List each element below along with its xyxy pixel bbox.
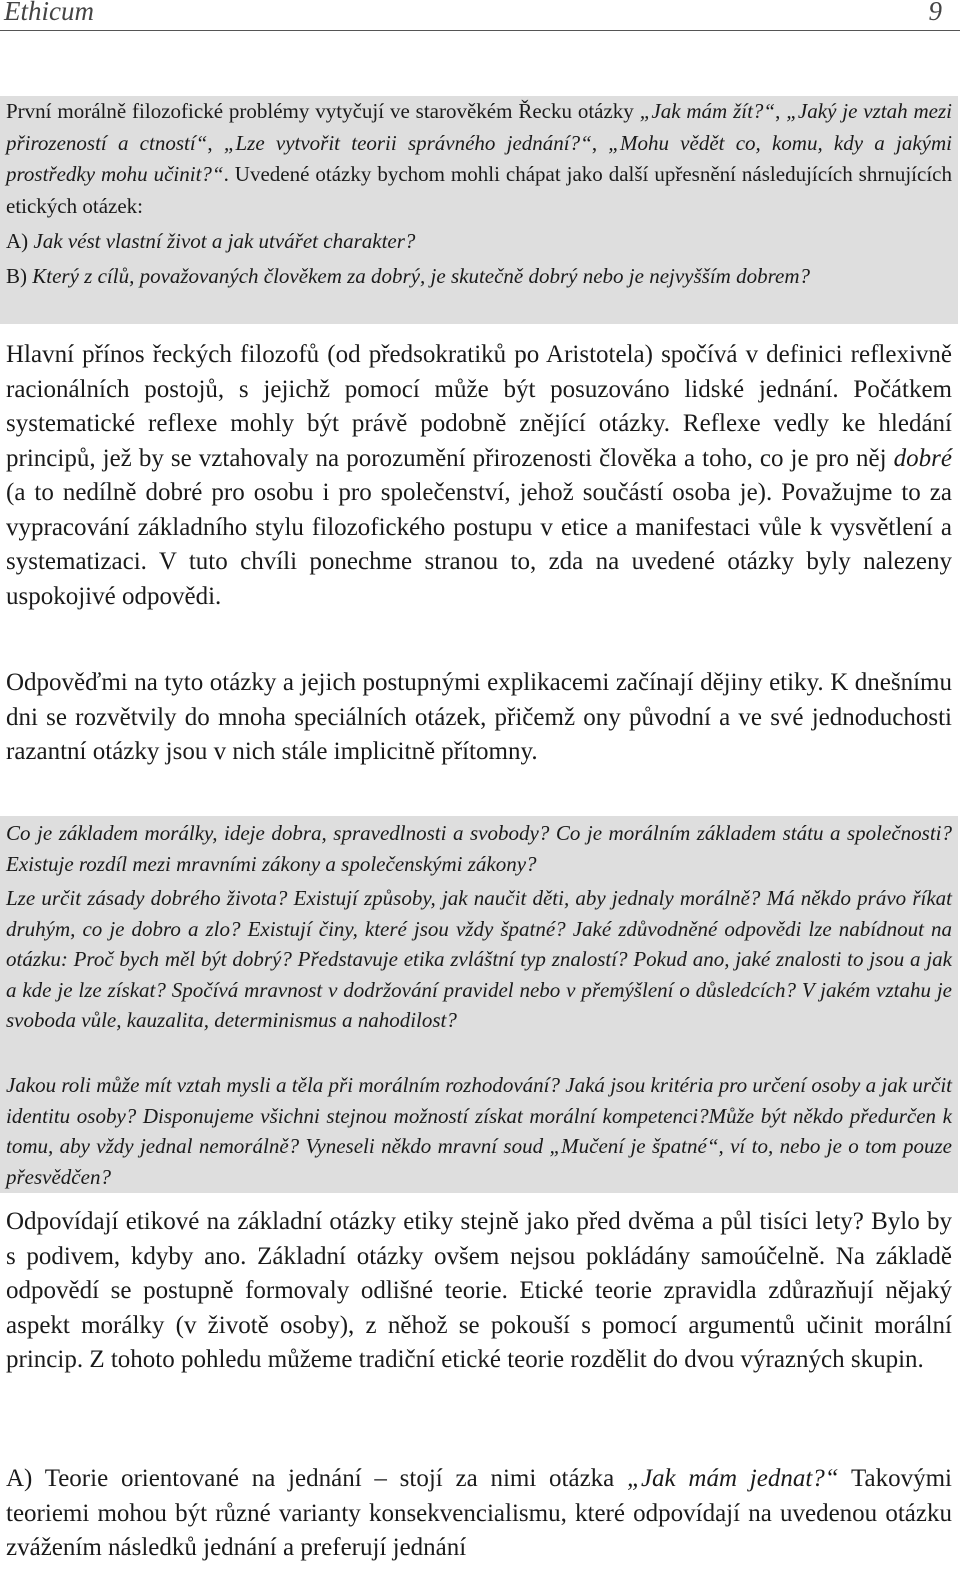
paragraph-text: Hlavní přínos řeckých filozofů (od předsokratiků po Aristotela) spočívá v definici reflexivně racionálních postojů, s jejichž pomocí může být posuzováno lidské jednání. Počátkem systematické reflexe mohly být právě podobně znějící otázky. Reflexe vedly ke hledání principů, jež by se vztahovaly na porozumění přirozenosti člověka a toho, co je pro něj [6, 341, 952, 472]
question-b [6, 261, 952, 293]
question-b-label: B) [6, 264, 33, 288]
intro-text: První morálně filozofické problémy vytyčují ve starověkém Řecku otázky [6, 99, 640, 123]
question-a-text: Jak vést vlastní život a jak utvářet charakter? [33, 229, 416, 253]
paragraph-greek-philosophers [6, 338, 952, 614]
question-3: „Lze vytvořit teorii správného jednání?“ [223, 130, 592, 155]
questions-group-2: Lze určit zásady dobrého života? Existují způsoby, jak naučit děti, aby jednaly morálně? Má někdo právo říkat druhým, co je dobro a zlo? Existují činy, které jsou vždy špatné? Jaké zdůvodněné odpovědi lze nabídnout na otázku: Proč bych měl být dobrý? Představuje etika zvláštní typ znalostí? Pokud ano, jaké znalosti to jsou a jak a kde je lze získat? Spočívá mravnost v dodržování pravidel nebo v přemýšlení o důsledcích? V jakém vztahu je svoboda vůle, kauzalita, determinismus a nahodilost? [6, 886, 952, 1032]
question-a-label: A) [6, 229, 34, 253]
question-1: „Jak mám žít?“ [639, 99, 776, 123]
paragraph-text-end: (a to nedílně dobré pro osobu i pro společenství, jehož součástí osoba je). Považujme to za vypracování základního stylu filozofického postupu v etice a manifestaci vůle k vysvětlení a systematizaci. V tuto chvíli ponechme stranou to, zda na uvedené otázky byly nalezeny uspokojivé odpovědi. [6, 479, 952, 610]
separator: , [775, 99, 787, 123]
question-2: „Jaký je vztah mezi přirozeností a ctností“ [6, 99, 952, 155]
question-4: „Mohu vědět co, komu, kdy a jakými prostředky mohu učinit?“ [6, 130, 952, 186]
paragraph-ethical-theories: Odpovídají etikové na základní otázky etiky stejně jako před dvěma a půl tisíci lety? Bylo by s podivem, kdyby ano. Základní otázky ovšem nejsou pokládány samoúčelně. Na základě odpovědí se postupně formovaly odlišné teorie. Etické teorie zpravidla zdůrazňují nějaký aspekt morálky (v životě osoby), z něhož se pokouší s pomocí argumentů učinit morální princip. Z tohoto pohledu můžeme tradiční etické teorie rozdělit do dvou výrazných skupin. [6, 1208, 952, 1373]
paragraph-theory-a [6, 1462, 952, 1566]
running-title: Ethicum [4, 0, 94, 26]
intro-paragraph [6, 96, 952, 222]
theory-a-text-end: Takovými teoriemi mohou být různé varianty konsekvencialismu, které odpovídají na uvedenou otázku zvážením následků jednání a preferují jednání [6, 1465, 952, 1561]
emphasis-good: dobré [893, 444, 952, 472]
theory-a-question: „Jak mám jednat?“ [627, 1465, 839, 1492]
questions-group-3: Jakou roli může mít vztah mysli a těla při morálním rozhodování? Jaká jsou kritéria pro určení osoby a jak určit identitu osoby? Disponujeme všichni stejnou možností získat morální kompetenci?Může být někdo předurčen k tomu, aby vždy jednal nemorálně? Vyneseli někdo mravní soud „Mučení je špatné“, ví to, nebo je o tom pouze přesvědčen? [6, 1073, 952, 1189]
question-a [6, 226, 952, 258]
question-box-2 [0, 816, 958, 1193]
intro-text-end: . Uvedené otázky bychom mohli chápat jako další upřesnění následujících shrnujících etických otázek: [6, 162, 952, 218]
paragraph-history-of-ethics: Odpověďmi na tyto otázky a jejich postupnými explikacemi začínají dějiny etiky. K dnešnímu dni se rozvětvily do mnoha speciálních otázek, přičemž ony původní a ve své jednoduchosti razantní otázky jsou v nich stále implicitně přítomny. [6, 669, 952, 765]
separator: , [591, 130, 609, 155]
separator: , [207, 130, 224, 155]
questions-group-1: Co je základem morálky, ideje dobra, spravedlnosti a svobody? Co je morálním základem státu a společnosti? Existuje rozdíl mezi mravními zákony a společenskými zákony? [6, 821, 952, 876]
theory-a-text: A) Teorie orientované na jednání – stojí za nimi otázka [6, 1465, 628, 1492]
page-number: 9 [928, 0, 942, 26]
question-b-text: Který z cílů, považovaných člověkem za dobrý, je skutečně dobrý nebo je nejvyšším dobrem? [32, 264, 810, 288]
question-box-1 [0, 96, 958, 324]
page-header [0, 0, 960, 31]
